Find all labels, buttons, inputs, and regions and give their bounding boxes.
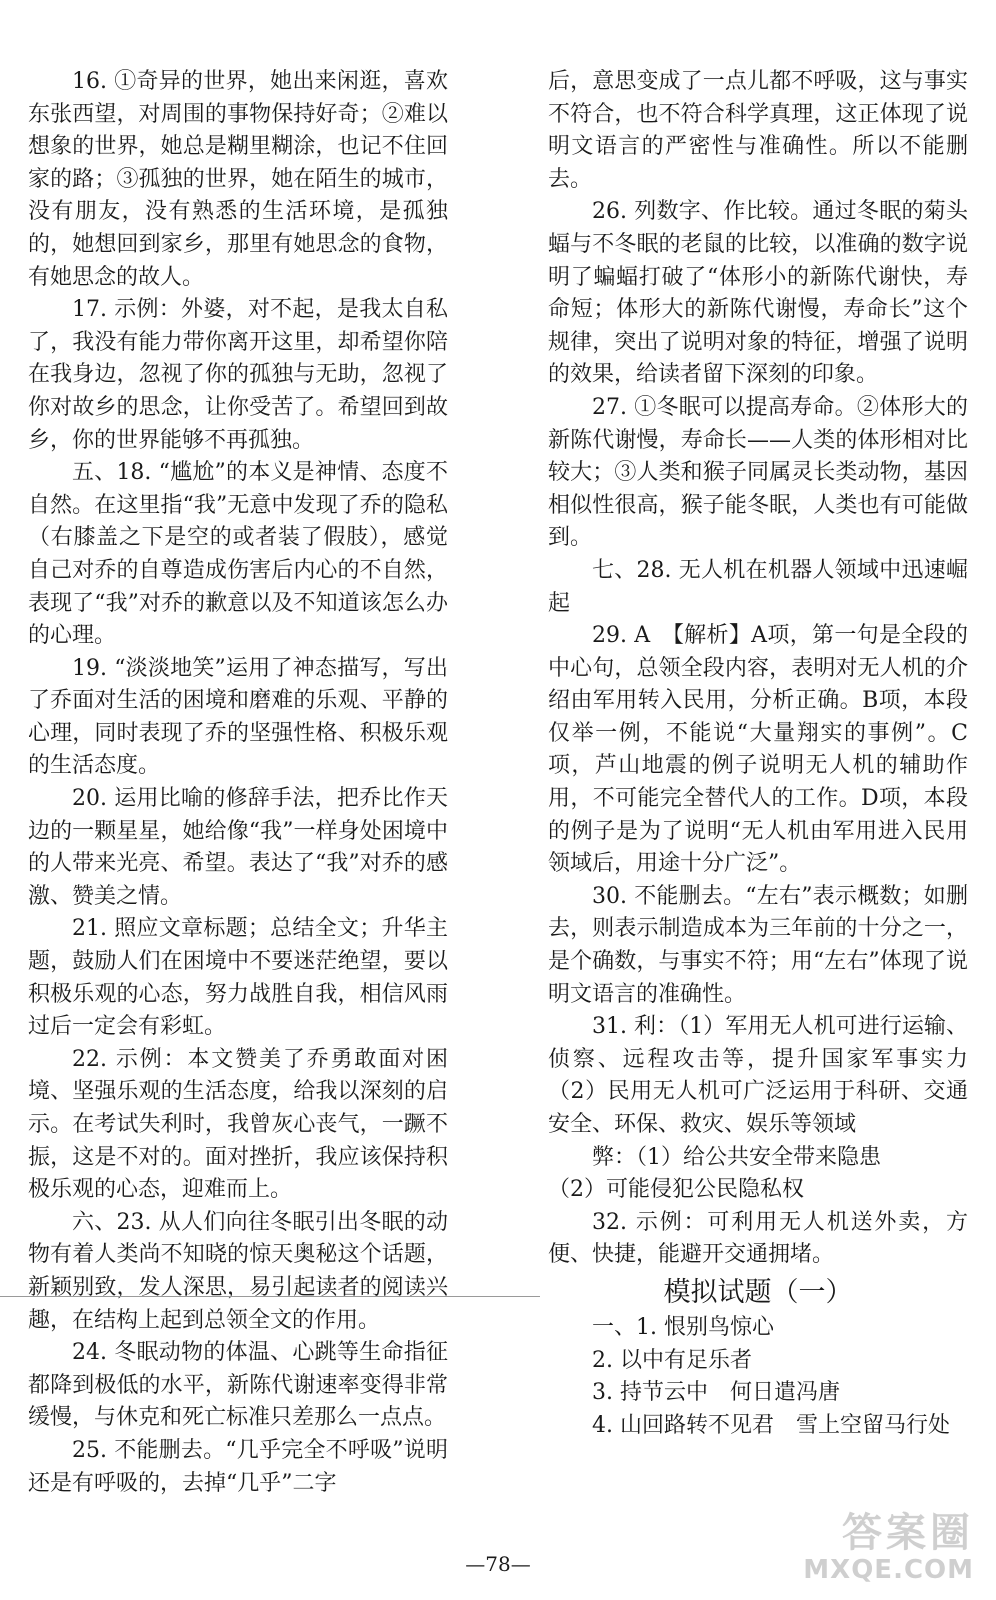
answer-31-cons-2: （2）可能侵犯公民隐私权 <box>548 1177 804 1203</box>
mock-answer-1: 一、1. 恨别鸟惊心 <box>592 1314 774 1340</box>
answer-26: 26. 列数字、作比较。通过冬眠的菊头蝠与不冬眠的老鼠的比较，以准确的数字说明了蝙蝠打破了“体形小的新陈代谢快，寿命短；体形大的新陈代谢慢，寿命长”这个规律，突出了说明对象的特征，增强了说明的效果，给读者留下深刻的印象。 <box>548 199 968 388</box>
answer-31-pros: 31. 利：（1）军用无人机可进行运输、侦察、远程攻击等，提升国家军事实力 （2）民用无人机可广泛运用于科研、交通安全、环保、救灾、娱乐等领域 <box>548 1014 991 1137</box>
left-column <box>28 66 448 1500</box>
mock-answer-2: 2. 以中有足乐者 <box>592 1347 752 1373</box>
answer-29: 29. A 【解析】A项，第一句是全段的中心句，总领全段内容，表明对无人机的介绍由军用转入民用，分析正确。B项，本段仅举一例，不能说“大量翔实的事例”。C项，芦山地震的例子说明无人机的辅助作用，不可能完全替代人的工作。D项，本段的例子是为了说明“无人机由军用进入民用领域后，用途十分广泛”。 <box>548 623 968 877</box>
page-number: —78— <box>465 1552 531 1576</box>
watermark-logo <box>744 1510 974 1586</box>
mock-answer-3: 3. 持节云中 何日遣冯唐 <box>592 1380 840 1406</box>
answer-16: 16. ①奇异的世界，她出来闲逛，喜欢东张西望，对周围的事物保持好奇；②难以想象的世界，她总是糊里糊涂，也记不住回家的路；③孤独的世界，她在陌生的城市，没有朋友，没有熟悉的生活环境，是孤独的，她想回到家乡，那里有她思念的食物，有她思念的故人。 <box>28 69 448 290</box>
answer-25-cont: 后，意思变成了一点儿都不呼吸，这与事实不符合，也不符合科学真理，这正体现了说明文语言的严密性与准确性。所以不能删去。 <box>548 69 968 192</box>
answer-17: 17. 示例：外婆，对不起，是我太自私了，我没有能力带你离开这里，却希望你陪在我身边，忽视了你的孤独与无助，忽视了你对故乡的思念，让你受苦了。希望回到故乡，你的世界能够不再孤独。 <box>28 297 448 453</box>
section-title: 模拟试题（一） <box>663 1276 853 1308</box>
divider-line <box>0 1296 540 1297</box>
mock-answer-4: 4. 山回路转不见君 雪上空留马行处 <box>592 1412 950 1438</box>
answer-22: 22. 示例：本文赞美了乔勇敢面对困境、坚强乐观的生活态度，给我以深刻的启示。在考试失利时，我曾灰心丧气，一蹶不振，这是不对的。面对挫折，我应该保持积极乐观的心态，迎难而上。 <box>28 1046 448 1203</box>
answer-27: 27. ①冬眠可以提高寿命。②体形大的新陈代谢慢，寿命长——人类的体形相对比较大；③人类和猴子同属灵长类动物，基因相似性很高，猴子能冬眠，人类也有可能做到。 <box>548 394 968 551</box>
right-column <box>548 66 991 1442</box>
answer-28: 七、28. 无人机在机器人领域中迅速崛起 <box>548 557 968 616</box>
answer-21: 21. 照应文章标题；总结全文；升华主题，鼓励人们在困境中不要迷茫绝望，要以积极乐观的心态，努力战胜自我，相信风雨过后一定会有彩虹。 <box>28 916 448 1040</box>
watermark-domain: MXQE.COM <box>803 1555 974 1585</box>
answer-24: 24. 冬眠动物的体温、心跳等生命指征都降到极低的水平，新陈代谢速率变得非常缓慢，与休克和死亡标准只差那么一点点。 <box>28 1340 448 1431</box>
answer-31-cons-1: 弊：（1）给公共安全带来隐患 <box>592 1144 881 1170</box>
answer-30: 30. 不能删去。“左右”表示概数；如删去，则表示制造成本为三年前的十分之一，是个确数，与事实不符；用“左右”体现了说明文语言的准确性。 <box>548 883 968 1007</box>
answer-32: 32. 示例：可利用无人机送外卖，方便、快捷，能避开交通拥堵。 <box>548 1209 968 1268</box>
answer-19: 19. “淡淡地笑”运用了神态描写，写出了乔面对生活的困境和磨难的乐观、平静的心理，同时表现了乔的坚强性格、积极乐观的生活态度。 <box>28 655 448 779</box>
answer-25-start: 25. 不能删去。“几乎完全不呼吸”说明还是有呼吸的，去掉“几乎”二字 <box>28 1437 448 1496</box>
watermark-text: 答案圈 <box>842 1510 974 1556</box>
answer-23: 六、23. 从人们向往冬眠引出冬眠的动物有着人类尚不知晓的惊天奥秘这个话题，新颖别致，发人深思，易引起读者的阅读兴趣，在结构上起到总领全文的作用。 <box>28 1209 448 1333</box>
answer-18: 五、18. “尴尬”的本义是神情、态度不自然。在这里指“我”无意中发现了乔的隐私（右膝盖之下是空的或者装了假肢），感觉自己对乔的自尊造成伤害后内心的不自然，表现了“我”对乔的歉意以及不知道该怎么办的心理。 <box>28 460 448 649</box>
answer-20: 20. 运用比喻的修辞手法，把乔比作天边的一颗星星，她给像“我”一样身处困境中的人带来光亮、希望。表达了“我”对乔的感激、赞美之情。 <box>28 786 448 909</box>
